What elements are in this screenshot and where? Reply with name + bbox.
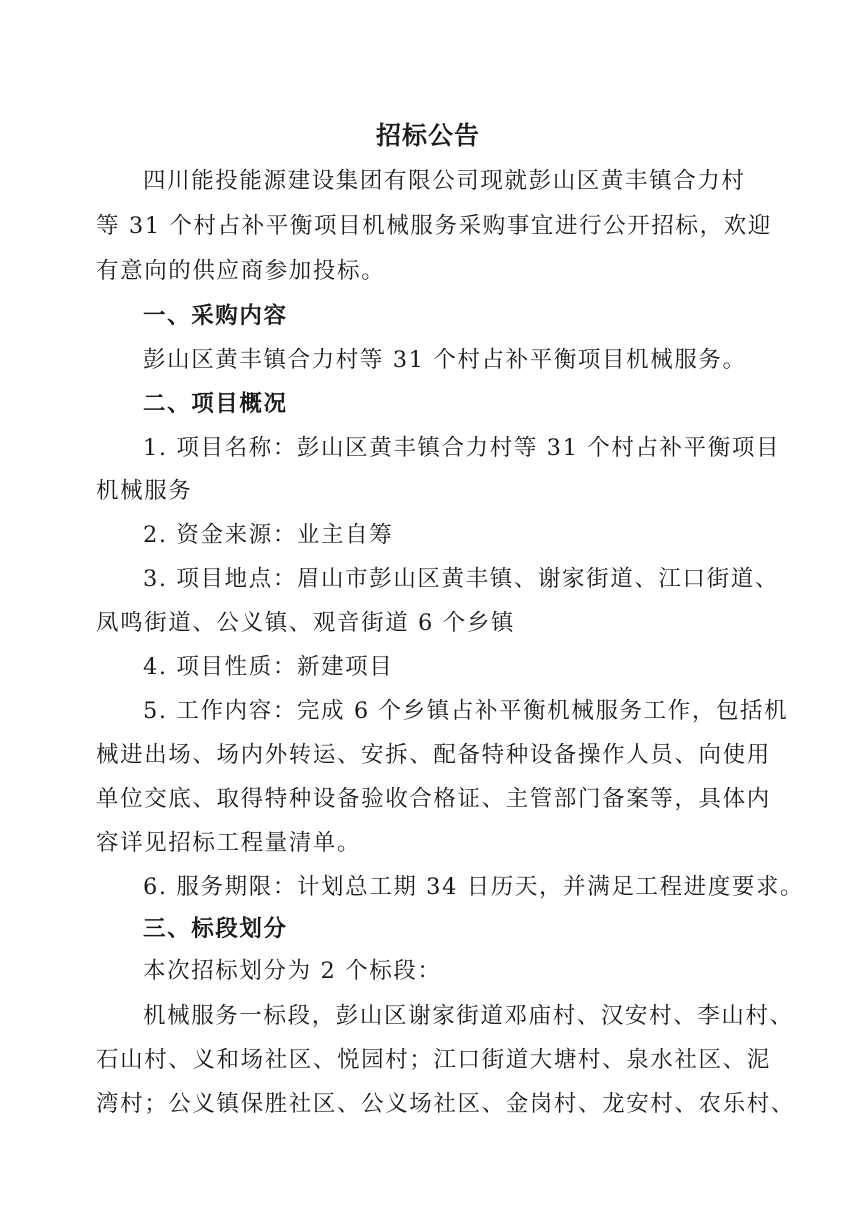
document-title: 招标公告 [375,121,480,150]
item5-line-2: 械进出场、场内外转运、安拆、配备特种设备操作人员、向使用 [96,742,771,768]
intro-line-3: 有意向的供应商参加投标。 [96,258,386,284]
item2: 2. 资金来源：业主自筹 [143,522,394,548]
lot1-line-2: 石山村、义和场社区、悦园村；江口街道大塘村、泉水社区、泥 [96,1047,771,1073]
item3-line-2: 凤鸣街道、公义镇、观音街道 6 个乡镇 [96,610,516,636]
item5-line-1: 5. 工作内容：完成 6 个乡镇占补平衡机械服务工作，包括机 [143,698,789,724]
lot1-line-3: 湾村；公义镇保胜社区、公义场社区、金岗村、龙安村、农乐村、 [96,1091,795,1117]
section3-heading: 三、标段划分 [143,916,288,942]
section1-body: 彭山区黄丰镇合力村等 31 个村占补平衡项目机械服务。 [143,347,747,373]
item5-line-4: 容详见招标工程量清单。 [96,830,362,856]
intro-line-2: 等 31 个村占补平衡项目机械服务采购事宜进行公开招标，欢迎 [96,213,772,239]
lot1-line-1: 机械服务一标段，彭山区谢家街道邓庙村、汉安村、李山村、 [143,1003,794,1029]
item4: 4. 项目性质：新建项目 [143,654,394,680]
item1-line-1: 1. 项目名称：彭山区黄丰镇合力村等 31 个村占补平衡项目 [143,435,781,461]
intro-line-1: 四川能投能源建设集团有限公司现就彭山区黄丰镇合力村 [143,168,746,194]
item5-line-3: 单位交底、取得特种设备验收合格证、主管部门备案等，具体内 [96,786,771,812]
section1-heading: 一、采购内容 [143,303,288,329]
item1-line-2: 机械服务 [96,478,193,504]
section2-heading: 二、项目概况 [143,391,288,417]
item3-line-1: 3. 项目地点：眉山市彭山区黄丰镇、谢家街道、江口街道、 [143,566,779,592]
section3-body: 本次招标划分为 2 个标段： [143,958,442,984]
item6: 6. 服务期限：计划总工期 34 日历天，并满足工程进度要求。 [143,874,805,900]
